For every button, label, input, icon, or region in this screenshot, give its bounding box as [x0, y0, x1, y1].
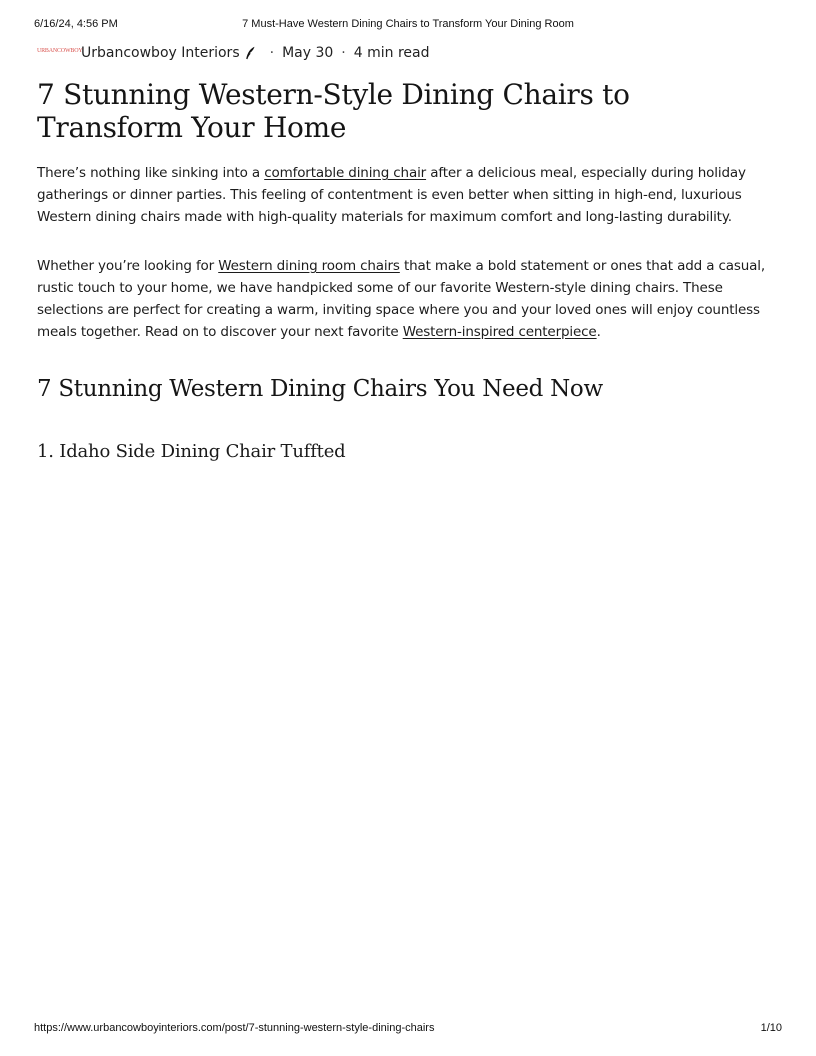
read-time: 4 min read — [353, 45, 430, 61]
meta-separator: · — [269, 45, 275, 61]
second-paragraph — [37, 255, 779, 343]
western-dining-room-chairs-link[interactable]: Western dining room chairs — [218, 258, 400, 274]
product-heading: 1. Idaho Side Dining Chair Tuffted — [37, 441, 346, 462]
post-meta — [37, 42, 779, 64]
print-page-title: 7 Must-Have Western Dining Chairs to Transform Your Dining Room — [242, 18, 574, 30]
article-title: 7 Stunning Western-Style Dining Chairs to Transform Your Home — [37, 78, 630, 144]
comfortable-dining-chair-link[interactable]: comfortable dining chair — [264, 165, 427, 181]
second-text-3: . — [596, 324, 601, 340]
post-date: May 30 — [282, 45, 334, 61]
intro-paragraph — [37, 162, 779, 228]
intro-text-2: after a delicious meal, especially during holiday gatherings or dinner parties. This feeling of contentment is even better when sitting in high-end, luxurious Western dining chairs made with high-quality materials for maximum comfort and long-lasting durability. — [37, 165, 746, 225]
feather-icon — [244, 46, 256, 60]
meta-separator: · — [341, 45, 346, 61]
print-header — [34, 18, 782, 34]
section-heading: 7 Stunning Western Dining Chairs You Need Now — [37, 376, 603, 402]
print-datetime: 6/16/24, 4:56 PM — [34, 18, 118, 30]
article — [37, 42, 779, 463]
logo-text: URBANCOWBOY — [37, 48, 83, 54]
print-page-number: 1/10 — [760, 1022, 782, 1034]
print-url: https://www.urbancowboyinteriors.com/post/7-stunning-western-style-dining-chairs — [34, 1022, 435, 1034]
print-footer — [34, 1022, 782, 1038]
western-inspired-centerpiece-link[interactable]: Western-inspired centerpiece — [402, 324, 597, 340]
second-text-2: that make a bold statement or ones that add a casual, rustic touch to your home, we have handpicked some of our favorite Western-style dining chairs. These selections are perfect for creating a warm, inviting space where you and your loved ones will enjoy countless meals together. Read on to discover your next favorite — [37, 258, 766, 340]
author-avatar[interactable] — [37, 47, 83, 59]
intro-text-1: There’s nothing like sinking into a — [37, 165, 265, 181]
author-name[interactable]: Urbancowboy Interiors — [81, 45, 240, 61]
second-text-1: Whether you’re looking for — [37, 258, 219, 274]
